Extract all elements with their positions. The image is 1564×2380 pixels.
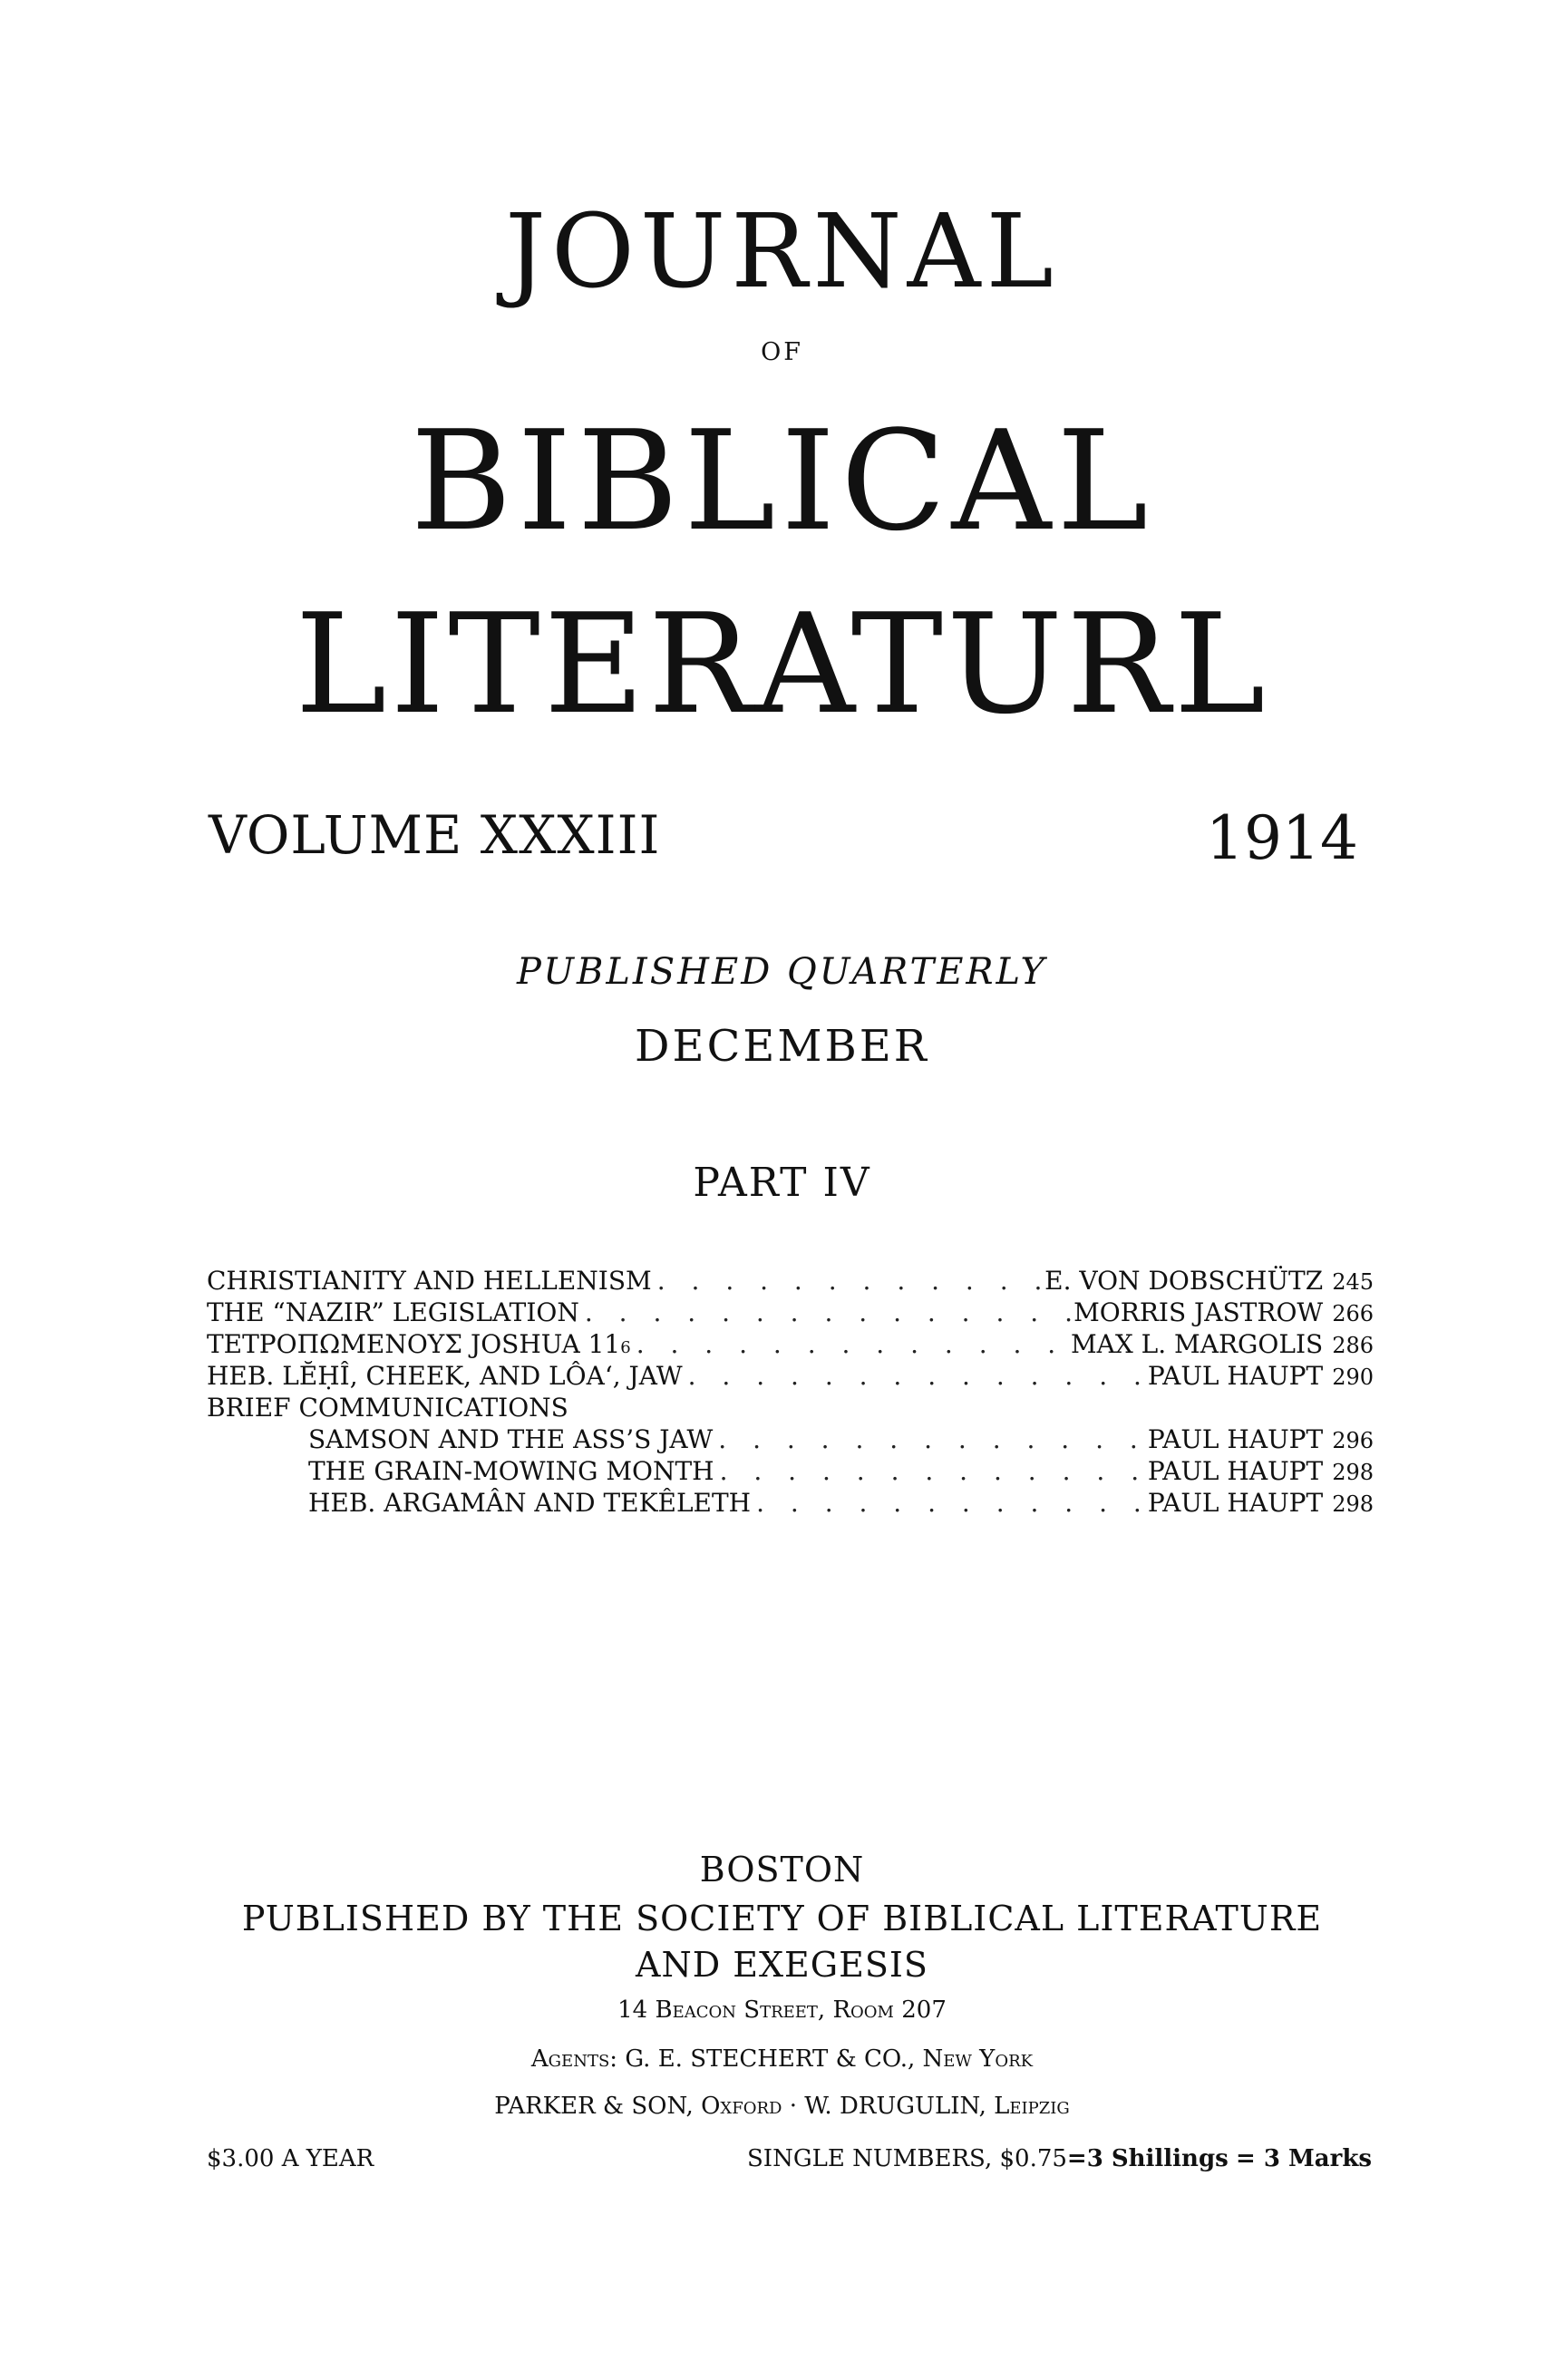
single-price: $0.75 xyxy=(999,2145,1067,2172)
toc-entry-page: 298 xyxy=(1332,1460,1374,1485)
toc-entry-author: MAX L. MARGOLIS xyxy=(1070,1329,1324,1359)
toc-section-title: BRIEF COMMUNICATIONS xyxy=(207,1393,568,1423)
toc-entry-title: SAMSON AND THE ASS’S JAW xyxy=(308,1424,714,1454)
toc-leader xyxy=(631,1328,1071,1360)
toc-sub-entry xyxy=(207,1455,1374,1487)
toc-entry-author: PAUL HAUPT xyxy=(1147,1361,1324,1391)
toc-leader xyxy=(579,1297,1073,1328)
toc-leader xyxy=(751,1487,1148,1519)
title-literature: LITERATURL xyxy=(295,584,1269,744)
issue-month: DECEMBER xyxy=(635,1021,929,1072)
toc-entry-title xyxy=(207,1328,631,1364)
agent2-city: Oxford xyxy=(701,2093,782,2120)
toc-entry-title-text: ΤΕΤΡΟΠΩΜΕΝΟΥΣ JOSHUA 11 xyxy=(207,1329,621,1359)
toc-entry xyxy=(207,1328,1374,1360)
toc-entry-page: 290 xyxy=(1332,1365,1374,1390)
agent3-city: Leipzig xyxy=(994,2093,1070,2120)
table-of-contents xyxy=(207,1265,1374,1519)
toc-entry-title: HEB. LĔḤÎ, CHEEK, AND LÔA‘, JAW xyxy=(207,1361,683,1391)
title-biblical: BIBLICAL xyxy=(410,401,1154,561)
toc-entry xyxy=(207,1297,1374,1328)
toc-sub-entry xyxy=(207,1423,1374,1455)
toc-entry-author: PAUL HAUPT xyxy=(1147,1456,1324,1486)
toc-entry-page: 296 xyxy=(1332,1428,1374,1453)
agent3-name: W. DRUGULIN, xyxy=(804,2093,986,2120)
toc-entry-title: CHRISTIANITY AND HELLENISM xyxy=(207,1266,652,1296)
imprint-city: BOSTON xyxy=(699,1850,865,1889)
imprint-publisher-cont: AND EXEGESIS xyxy=(636,1945,928,1985)
toc-entry-author: PAUL HAUPT xyxy=(1147,1424,1324,1454)
single-number-price xyxy=(747,2147,1372,2171)
toc-section-heading xyxy=(207,1392,1374,1423)
toc-sub-entry xyxy=(207,1487,1374,1519)
toc-entry-author: PAUL HAUPT xyxy=(1147,1488,1324,1518)
single-label: SINGLE NUMBERS, xyxy=(747,2145,993,2172)
volume-year: 1914 xyxy=(1206,803,1358,873)
toc-entry-author: MORRIS JASTROW xyxy=(1073,1297,1324,1327)
toc-entry xyxy=(207,1265,1374,1297)
published-quarterly: PUBLISHED QUARTERLY xyxy=(517,951,1047,993)
toc-leader xyxy=(714,1455,1148,1487)
imprint-agents-more xyxy=(0,2094,1564,2118)
toc-leader xyxy=(652,1265,1044,1297)
agents-city: New York xyxy=(922,2045,1034,2073)
single-equiv-marks: = 3 Marks xyxy=(1236,2145,1372,2172)
imprint-address: 14 Beacon Street, Room 207 xyxy=(617,1996,947,2024)
toc-entry-page: 298 xyxy=(1332,1491,1374,1517)
agent-separator: · xyxy=(789,2093,797,2120)
toc-leader xyxy=(683,1360,1148,1392)
agent2-name: PARKER & SON, xyxy=(494,2093,694,2120)
single-equiv-shillings: =3 Shillings xyxy=(1066,2145,1229,2172)
toc-entry-title: HEB. ARGAMÂN AND TEKÊLETH xyxy=(308,1488,752,1518)
toc-entry-page: 266 xyxy=(1332,1301,1374,1326)
title-of: OF xyxy=(761,338,803,366)
toc-entry-title-sub: 6 xyxy=(620,1338,631,1357)
agents-name: G. E. STECHERT & CO., xyxy=(625,2045,916,2073)
volume-number: VOLUME XXXIII xyxy=(209,804,661,866)
toc-entry-page: 286 xyxy=(1332,1333,1374,1358)
imprint-agents xyxy=(0,2047,1564,2071)
toc-entry xyxy=(207,1360,1374,1392)
toc-entry-page: 245 xyxy=(1332,1269,1374,1295)
toc-entry-author: E. VON DOBSCHÜTZ xyxy=(1044,1266,1324,1296)
toc-entry-title: THE “NAZIR” LEGISLATION xyxy=(207,1297,579,1327)
agents-label: Agents: xyxy=(530,2045,618,2073)
imprint-publisher: PUBLISHED BY THE SOCIETY OF BIBLICAL LITERATURE xyxy=(241,1899,1323,1938)
toc-leader xyxy=(713,1423,1148,1455)
annual-price: $3.00 A YEAR xyxy=(207,2145,374,2172)
issue-part: PART IV xyxy=(693,1160,871,1206)
toc-entry-title: THE GRAIN-MOWING MONTH xyxy=(308,1456,714,1486)
journal-title: JOURNAL xyxy=(505,193,1059,311)
